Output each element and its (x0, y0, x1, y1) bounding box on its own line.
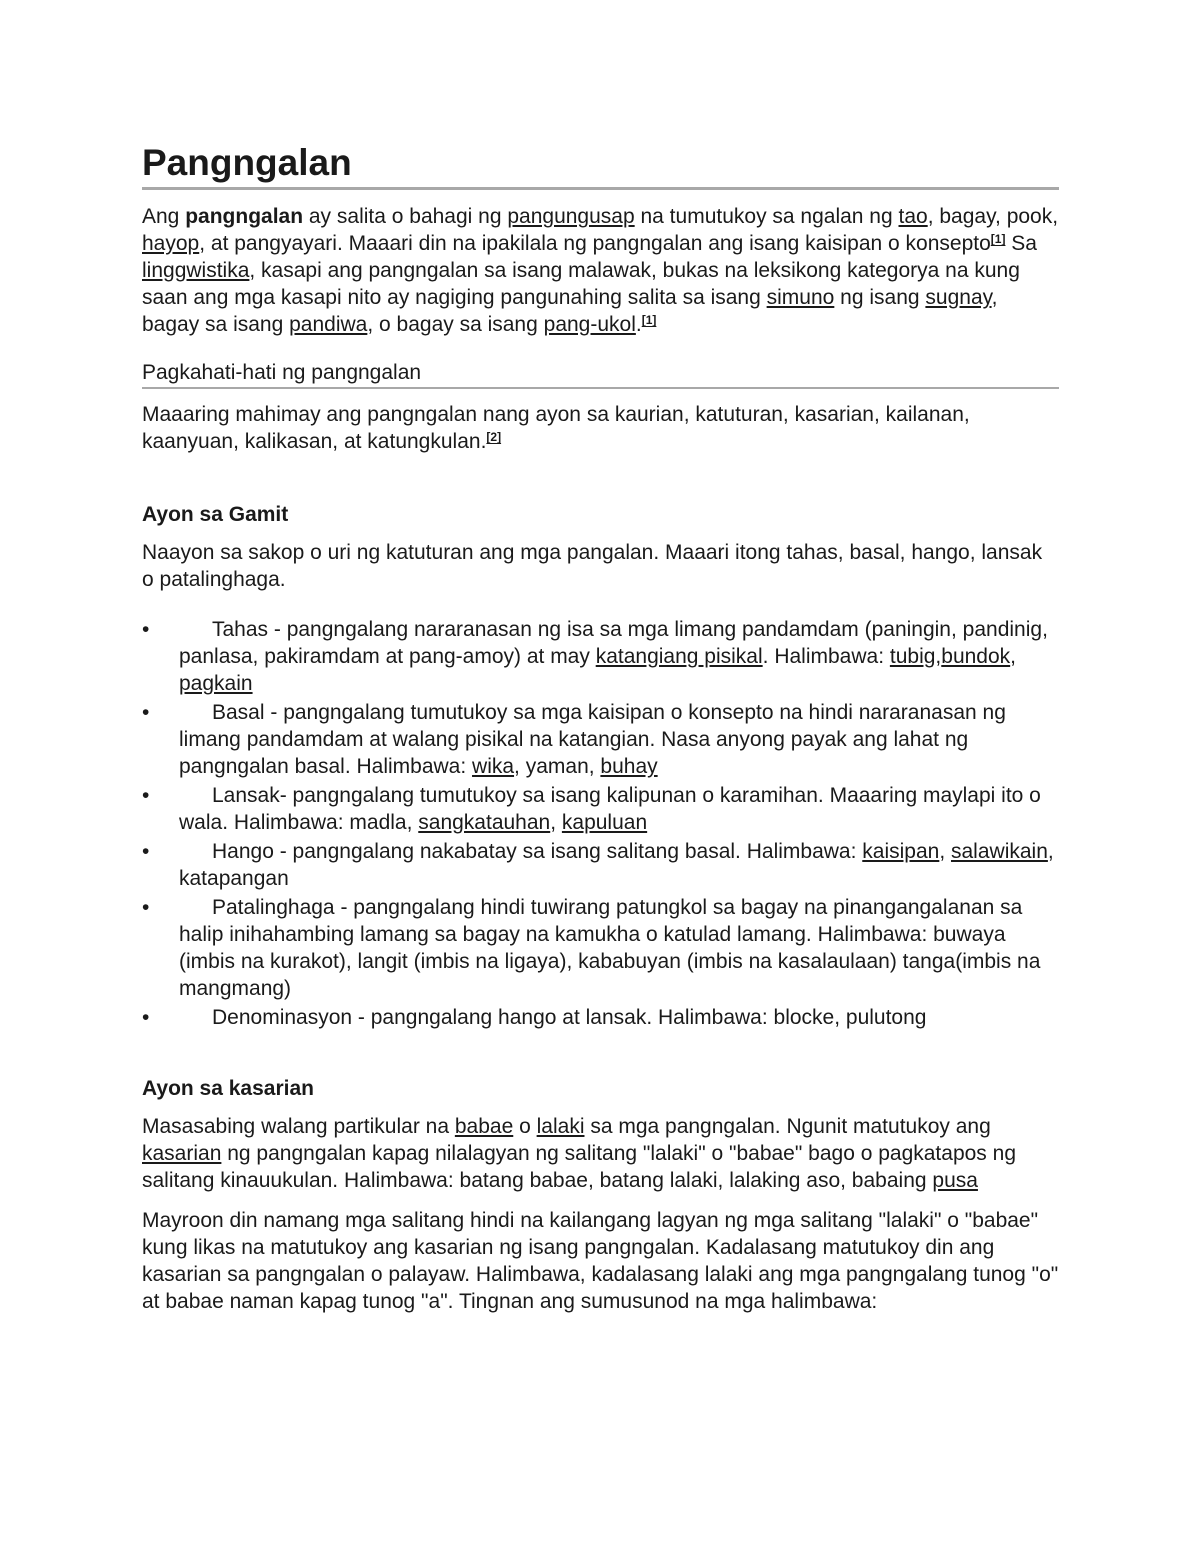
link-hayop[interactable]: hayop (142, 232, 200, 255)
item-text: Tahas - pangngalang nararanasan ng isa sa mga limang pandamdam (paningin, pandinig, panlasa, pakiramdam at pang-amoy) at may (179, 618, 1048, 668)
list-item-tahas (142, 616, 1059, 697)
item-text: Denominasyon - pangngalang hango at lansak. Halimbawa: blocke, pulutong (212, 1006, 927, 1029)
document-page (142, 140, 1059, 1315)
division-paragraph (142, 401, 1059, 455)
intro-text: na tumutukoy sa ngalan ng (634, 205, 899, 228)
item-text: . Halimbawa: (762, 645, 890, 668)
item-text: , (939, 840, 951, 863)
list-item-hango (142, 838, 1059, 892)
link-linggwistika[interactable]: linggwistika (142, 259, 250, 282)
link-sugnay[interactable]: sugnay (925, 286, 992, 309)
link-sangkatauhan[interactable]: sangkatauhan (418, 811, 551, 834)
intro-text: , kasapi ang pangngalan sa isang malawak, bukas na leksikong kategorya na kung saan ang mga kasapi nito ay nagiging pangunahing salita sa isang (142, 259, 1020, 309)
bullet-icon: • (142, 701, 150, 724)
footnote-ref-2[interactable]: [2] (486, 430, 502, 444)
list-item-lansak (142, 782, 1059, 836)
intro-bold-term: pangngalan (185, 205, 304, 228)
link-kasarian[interactable]: kasarian (142, 1142, 222, 1165)
intro-text: ay salita o bahagi ng (303, 205, 508, 228)
list-item-patalinghaga (142, 894, 1059, 1002)
item-text: Patalinghaga - pangngalang hindi tuwirang patungkol sa bagay na pinangangalanan sa halip inihahambing lamang sa bagay na kamukha o katulad lamang. Halimbawa: buwaya (imbis na kurakot), langit (imbis na ligaya), kababuyan (imbis na kasalaulaan) tanga(imbis na mangmang) (179, 896, 1041, 1000)
item-text: , (935, 645, 942, 668)
item-text: , yaman, (514, 755, 601, 778)
link-babae[interactable]: babae (454, 1115, 514, 1138)
paragraph-text: sa mga pangngalan. Ngunit matutukoy ang (584, 1115, 991, 1138)
section-subheading: Pagkahati-hati ng pangngalan (142, 359, 1059, 389)
link-pandiwa[interactable]: pandiwa (289, 313, 368, 336)
link-buhay[interactable]: buhay (600, 755, 658, 778)
link-kapuluan[interactable]: kapuluan (561, 811, 648, 834)
link-tao[interactable]: tao (898, 205, 928, 228)
footnote-ref-1[interactable]: [1] (990, 232, 1006, 246)
paragraph-text: ng pangngalan kapag nilalagyan ng salitang "lalaki" o "babae" bago o pagkatapos ng salitang kinauukulan. Halimbawa: batang babae, batang lalaki, lalaking aso, babaing (142, 1142, 1016, 1192)
intro-text: ng isang (834, 286, 926, 309)
link-katangiang-pisikal[interactable]: katangiang pisikal (595, 645, 763, 668)
bullet-icon: • (142, 784, 150, 807)
intro-text: , o bagay sa isang (367, 313, 544, 336)
bullet-icon: • (142, 840, 150, 863)
intro-text: Sa (1005, 232, 1037, 255)
bullet-icon: • (142, 1006, 150, 1029)
bullet-icon: • (142, 618, 150, 641)
item-text: Basal - pangngalang tumutukoy sa mga kaisipan o konsepto na hindi nararanasan ng limang pandamdam at walang pisikal na katangian. Nasa anyong payak ang lahat ng pangngalan basal. Halimbawa: (179, 701, 1006, 778)
link-salawikain[interactable]: salawikain (951, 840, 1048, 863)
intro-text: Ang (142, 205, 186, 228)
list-item-basal (142, 699, 1059, 780)
link-pusa[interactable]: pusa (932, 1169, 978, 1192)
item-text: , katapangan (179, 840, 1054, 890)
intro-paragraph (142, 203, 1059, 338)
link-kaisipan[interactable]: kaisipan (862, 840, 940, 863)
item-text: Hango - pangngalang nakabatay sa isang salitang basal. Halimbawa: (212, 840, 863, 863)
link-pagkain[interactable]: pagkain (179, 672, 253, 695)
item-text: , (550, 811, 562, 834)
kasarian-paragraph-2: Mayroon din namang mga salitang hindi na kailangang lagyan ng mga salitang "lalaki" o "babae" kung likas na matutukoy ang kasarian ng isang pangngalan. Kadalasang matutukoy din ang kasarian sa pangngalan o palayaw. Halimbawa, kadalasang lalaki ang mga pangngalang tunog "o" at babae naman kapag tunog "a". Tingnan ang sumusunod na mga halimbawa: (142, 1209, 1059, 1313)
page-title: Pangngalan (142, 140, 1059, 190)
footnote-ref-1b[interactable]: [1] (641, 313, 657, 327)
kasarian-paragraph-1 (142, 1113, 1059, 1194)
link-bundok[interactable]: bundok (941, 645, 1011, 668)
link-simuno[interactable]: simuno (766, 286, 835, 309)
link-lalaki[interactable]: lalaki (536, 1115, 585, 1138)
link-wika[interactable]: wika (472, 755, 515, 778)
item-text: , (1010, 645, 1017, 668)
intro-text: , at pangyayari. Maaari din na ipakilala ng pangngalan ang isang kaisipan o konsepto (199, 232, 991, 255)
list-item-denominasyon (142, 1004, 1059, 1031)
gamit-paragraph: Naayon sa sakop o uri ng katuturan ang mga pangalan. Maaari itong tahas, basal, hango, lansak o patalinghaga. (142, 541, 1043, 591)
intro-text: , bagay, pook, (927, 205, 1059, 228)
intro-text: . (635, 313, 642, 336)
intro-text: , bagay sa isang (142, 286, 998, 336)
heading-ayon-sa-gamit: Ayon sa Gamit (142, 503, 289, 526)
bullet-icon: • (142, 896, 150, 919)
item-text: Lansak- pangngalang tumutukoy sa isang kalipunan o karamihan. Maaaring maylapi ito o wala. Halimbawa: madla, (179, 784, 1041, 834)
link-tubig[interactable]: tubig (889, 645, 936, 668)
paragraph-text: Masasabing walang partikular na (142, 1115, 455, 1138)
paragraph-text: o (513, 1115, 537, 1138)
heading-ayon-sa-kasarian: Ayon sa kasarian (142, 1077, 314, 1100)
gamit-list (142, 616, 1059, 1031)
link-pang-ukol[interactable]: pang-ukol (543, 313, 636, 336)
division-text: Maaaring mahimay ang pangngalan nang ayon sa kaurian, katuturan, kasarian, kailanan, kaanyuan, kalikasan, at katungkulan. (142, 403, 970, 453)
link-pangungusap[interactable]: pangungusap (507, 205, 635, 228)
